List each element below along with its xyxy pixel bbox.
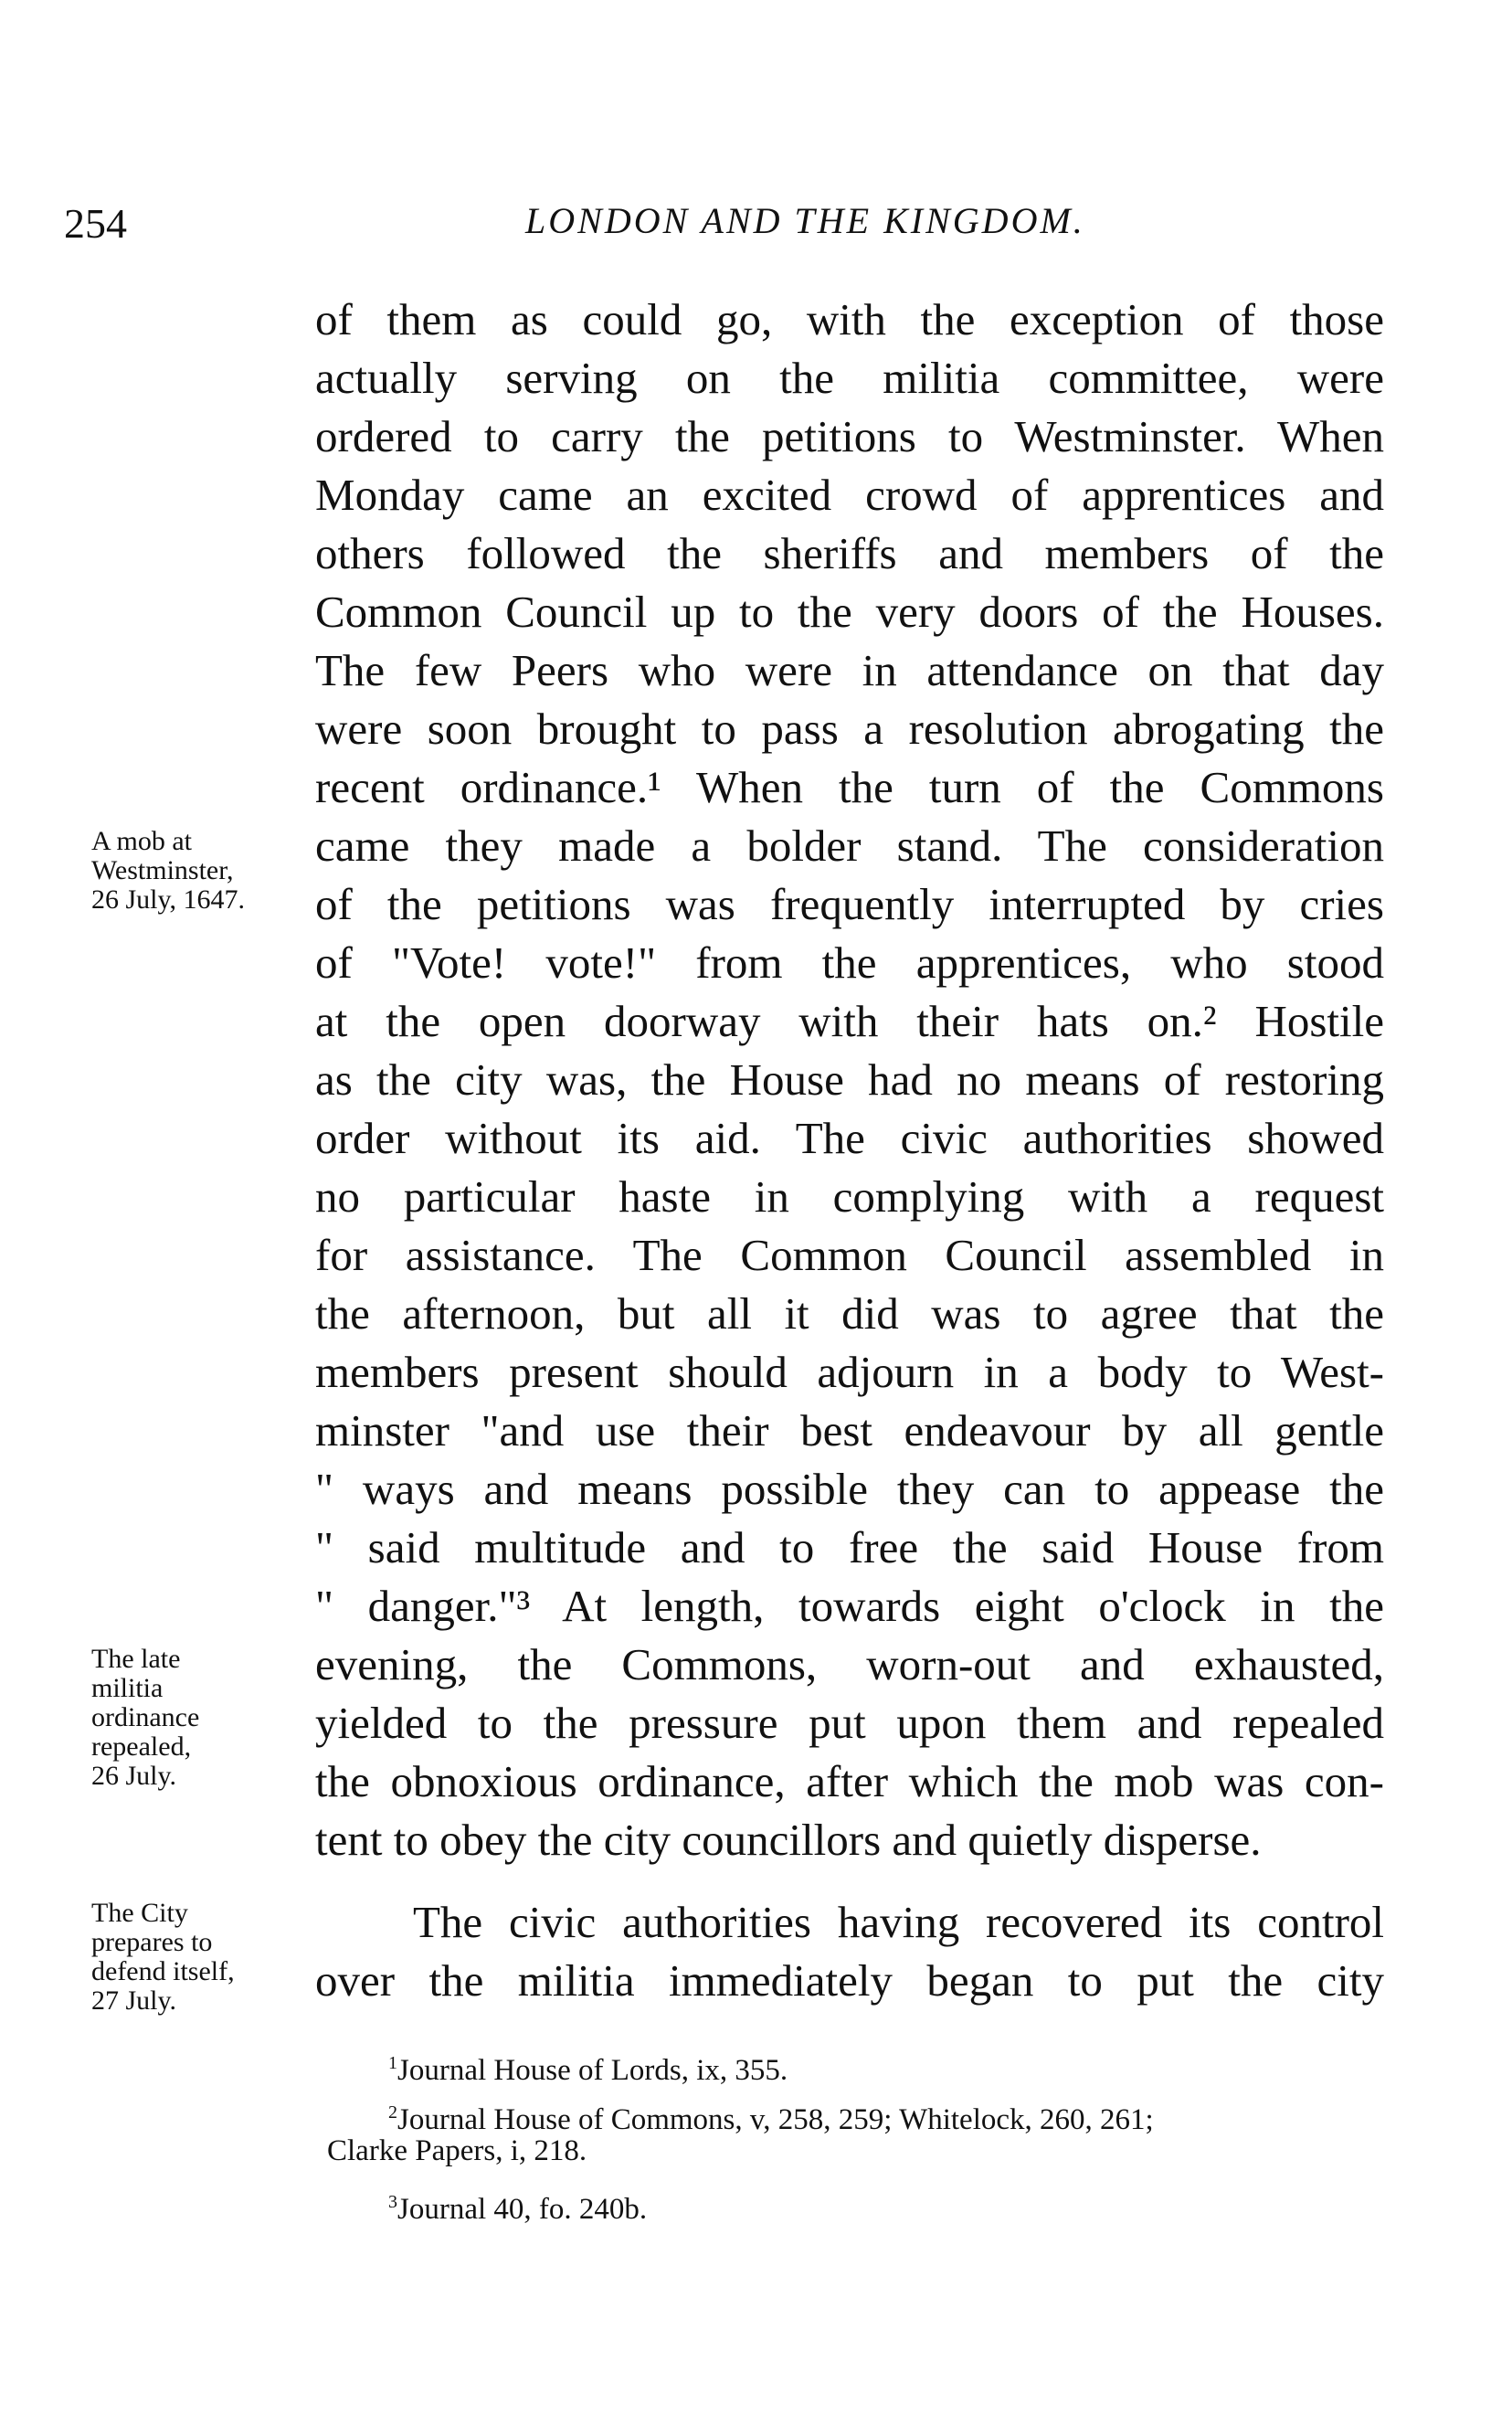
margin-note-line: militia: [91, 1673, 164, 1703]
footnote: [388, 2184, 647, 2228]
margin-note-line: 27 July.: [91, 1985, 177, 2016]
body-line: Monday came an excited crowd of apprentices and: [315, 470, 1384, 520]
body-line: the afternoon, but all it did was to agree that the: [315, 1288, 1384, 1339]
margin-note: [91, 1899, 311, 2016]
footnote-text: Journal House of Commons, v, 258, 259; Whitelock, 260, 261;: [397, 2103, 1154, 2136]
margin-note-line: ordinance: [91, 1702, 200, 1732]
page-number: 254: [64, 200, 127, 247]
margin-note-line: 26 July.: [91, 1761, 177, 1791]
margin-note-line: 26 July, 1647.: [91, 884, 246, 915]
margin-note-line: The City: [91, 1898, 188, 1928]
body-line: members present should adjourn in a body to West-: [315, 1347, 1384, 1397]
body-line: tent to obey the city councillors and quietly disperse.: [315, 1815, 1262, 1865]
body-line: for assistance. The Common Council assembled in: [315, 1230, 1384, 1280]
body-line: recent ordinance.¹ When the turn of the Commons: [315, 762, 1384, 812]
body-line: " ways and means possible they can to appease the: [315, 1464, 1384, 1514]
body-line: " danger."³ At length, towards eight o'clock in the: [315, 1581, 1384, 1631]
margin-note-line: defend itself,: [91, 1956, 235, 1986]
margin-note-line: Westminster,: [91, 855, 234, 885]
body-line: of them as could go, with the exception of those: [315, 294, 1384, 344]
body-line: minster "and use their best endeavour by all gentle: [315, 1405, 1384, 1456]
footnote-continuation: Clarke Papers, i, 218.: [327, 2134, 587, 2167]
body-line: The few Peers who were in attendance on that day: [315, 645, 1384, 695]
body-line: The civic authorities having recovered its control: [413, 1897, 1384, 1947]
margin-note-line: A mob at: [91, 826, 192, 856]
body-line: evening, the Commons, worn-out and exhausted,: [315, 1639, 1384, 1689]
body-line: at the open doorway with their hats on.² Hostile: [315, 996, 1384, 1046]
body-line: ordered to carry the petitions to Westminster. When: [315, 411, 1384, 461]
body-line: of "Vote! vote!" from the apprentices, who stood: [315, 937, 1384, 988]
footnote-text: Journal House of Lords, ix, 355.: [397, 2054, 788, 2087]
body-line: of the petitions was frequently interrupted by cries: [315, 879, 1384, 929]
body-line: order without its aid. The civic authorities showed: [315, 1113, 1384, 1163]
body-line: actually serving on the militia committee, were: [315, 353, 1384, 403]
body-line: " said multitude and to free the said House from: [315, 1522, 1384, 1572]
footnote: [388, 2094, 1154, 2138]
body-line: as the city was, the House had no means of restoring: [315, 1054, 1384, 1105]
body-line: others followed the sheriffs and members of the: [315, 528, 1384, 578]
footnote-text: Journal 40, fo. 240b.: [397, 2193, 648, 2226]
body-line: Common Council up to the very doors of the Houses.: [315, 587, 1384, 637]
margin-note-line: prepares to: [91, 1927, 213, 1957]
running-head: LONDON AND THE KINGDOM.: [525, 200, 1085, 241]
body-line: yielded to the pressure put upon them and repealed: [315, 1698, 1384, 1748]
footnote-number: 3: [388, 2192, 397, 2212]
footnote: [388, 2045, 788, 2089]
margin-note-line: repealed,: [91, 1731, 192, 1762]
footnote-number: 1: [388, 2053, 397, 2073]
margin-note: [91, 827, 311, 915]
margin-note: [91, 1645, 311, 1791]
margin-note-line: The late: [91, 1644, 181, 1674]
body-line: over the militia immediately began to put the city: [315, 1955, 1384, 2006]
footnote-number: 2: [388, 2102, 397, 2123]
body-line: no particular haste in complying with a request: [315, 1171, 1384, 1222]
body-line: came they made a bolder stand. The consideration: [315, 821, 1384, 871]
body-line: the obnoxious ordinance, after which the mob was con-: [315, 1756, 1384, 1806]
body-line: were soon brought to pass a resolution abrogating the: [315, 704, 1384, 754]
